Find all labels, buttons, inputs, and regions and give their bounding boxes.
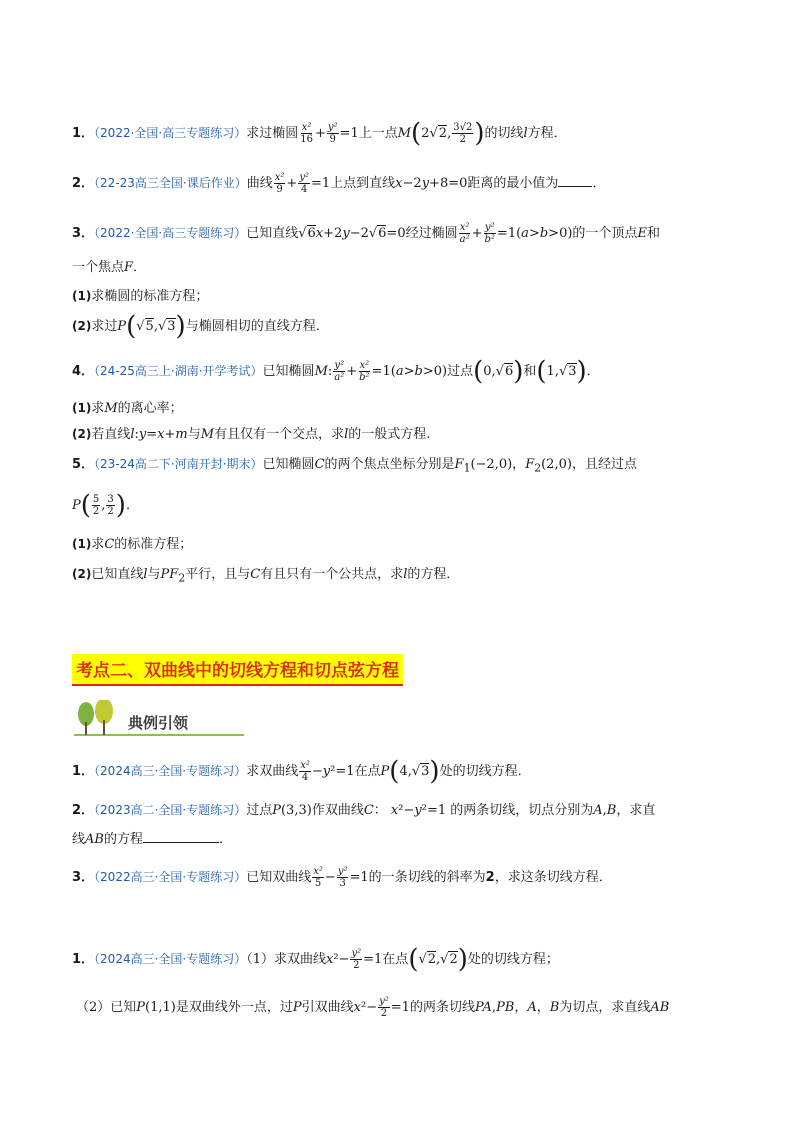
problem-a4-part1: (1)求M的离心率；: [72, 401, 183, 416]
problem-a5: 5．（23-24高二下·河南开封·期末）已知椭圆C的两个焦点坐标分别是$F_1(-2,0)$，$F_2(2,0)$，且经过点: [72, 457, 637, 475]
example-badge-label: 典例引领: [128, 714, 189, 732]
problem-a3-cont: 一个焦点F．: [72, 260, 147, 275]
answer-blank[interactable]: [143, 830, 219, 843]
problem-b1: 1．（2024高三·全国·专题练习）求双曲线 $\frac{\text{x²}}{4}$ −y²=1在点P(4,√3)处的切线方程．: [72, 756, 531, 787]
answer-blank[interactable]: [558, 174, 592, 187]
problem-a3-part2: (2)求过P(√5,√3)与椭圆相切的直线方程．: [72, 311, 329, 342]
problem-b2-cont: 线AB的方程 ．: [72, 832, 232, 847]
problem-a3: 3．（2022·全国·高三专题练习）已知直线√6x+2y−2√6=0经过椭圆 $\frac{\text{x²}}{\text{a²}}$ + $\frac{\text{y²}}{\text{b²}}$ =1(a>b>0)的一个顶点E和: [72, 222, 660, 245]
problem-c1-part2: （2）已知P(1,1)是双曲线外一点，过P引双曲线x²− $\frac{\text{y²}}{2}$ =1的两条切线PA,PB，A，B为切点，求直线AB: [76, 996, 670, 1019]
problem-a3-part1: (1)求椭圆的标准方程；: [72, 289, 209, 304]
problem-a2: 2．（22-23高三全国·课后作业）曲线 $\frac{\text{x²}}{9}$ + $\frac{\text{y²}}{4}$ =1上点到直线x−2y+8=0距离的最小值为 ．: [72, 172, 606, 195]
problem-b2: 2．（2023高二·全国·专题练习）过点P(3,3)作双曲线C： x²−y²=1 的两条切线，切点分别为A,B，求直: [72, 803, 656, 818]
problem-a4: 4．（24-25高三上·湖南·开学考试）已知椭圆M: $\frac{\text{y²}}{\text{a²}}$ + $\frac{\text{x²}}{\text{b²}}$ =1(a>b>0)过点(0,√6)和(1,√3)．: [72, 356, 600, 387]
problem-c1: 1．（2024高三·全国·专题练习）（1）求双曲线x²− $\frac{\text{y²}}{2}$ =1在点(√2,√2)处的切线方程；: [72, 944, 559, 975]
section-title: 考点二、双曲线中的切线方程和切点弦方程: [72, 654, 403, 686]
problem-a4-part2: (2)若直线l:y=x+m与M有且仅有一个交点，求l的一般式方程.: [72, 427, 431, 442]
problem-a5-part1: (1)求C的标准方程；: [72, 537, 193, 552]
problem-a5-part2: (2)已知直线l与$PF_2$平行，且与C有且只有一个公共点，求l的方程．: [72, 567, 460, 585]
problem-a5-point: P( $\frac{5}{2}$ , $\frac{3}{2}$ )．: [72, 490, 139, 521]
problem-a1: 1．（2022·全国·高三专题练习）求过椭圆 $\frac{\text{x²}}{16}$ + $\frac{\text{y²}}{9}$ =1上一点M(2√2, $\frac{3√2}{2}$ )的切线l方程．: [72, 118, 567, 149]
problem-b3: 3．（2022高三·全国·专题练习）已知双曲线 $\frac{\text{x²}}{5}$ − $\frac{\text{y²}}{3}$ =1的一条切线的斜率为2，求这条切线方程．: [72, 866, 612, 889]
